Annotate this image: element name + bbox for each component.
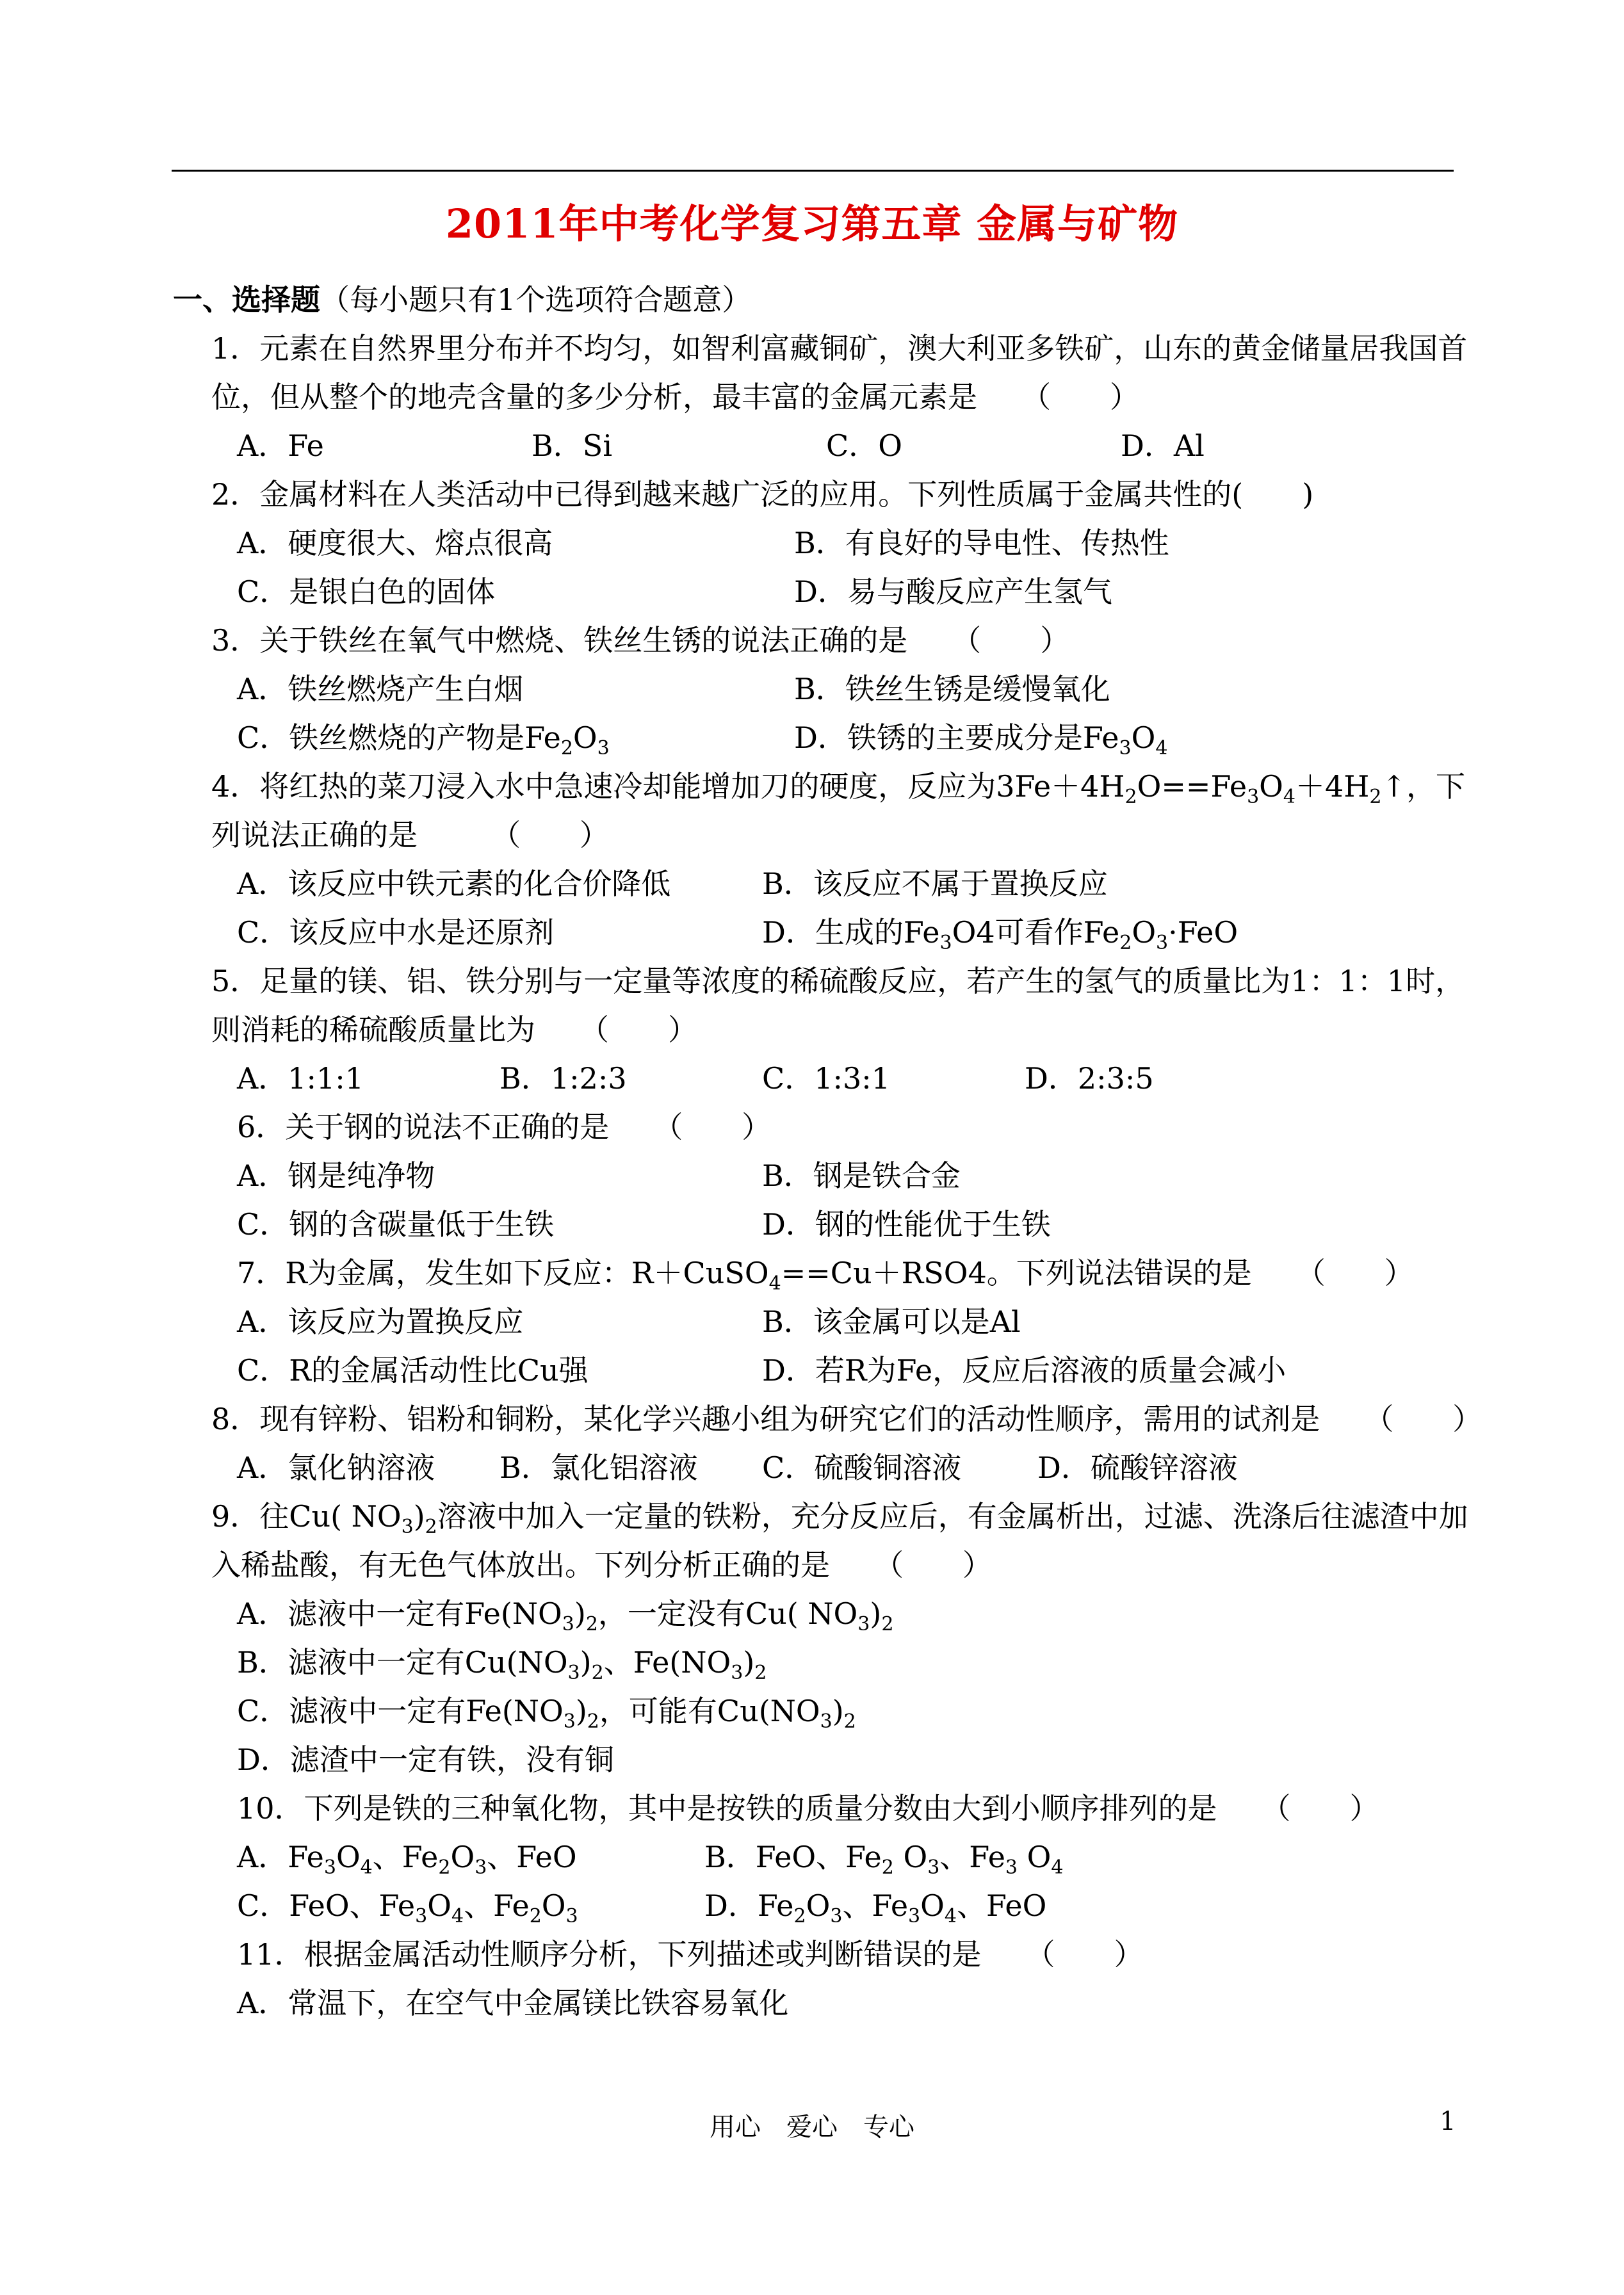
option-d: D．2:3:5 xyxy=(1025,1061,1154,1096)
question-9-stem: 9．往Cu( $NO_3)_2$溶液中加入一定量的铁粉，充分反应后，有金属析出，过滤、洗涤后往滤渣中加入稀盐酸，有无色气体放出。下列分析正确的是 （ ） xyxy=(211,1499,1468,1582)
option-d: D．生成的$Fe_3O4$可看作$Fe_2O_3\cdot FeO$ xyxy=(762,915,1238,954)
question-6-options-ab xyxy=(173,1151,1473,1200)
option-c: C．R的金属活动性比Cu强 xyxy=(237,1353,589,1388)
question-4-stem: 4．将红热的菜刀浸入水中急速冷却能增加刀的硬度，反应为$3Fe+4H_2O==Fe_3O_4+4H_2↑$，下列说法正确的是 （ ） xyxy=(211,769,1465,852)
option-c: C．O xyxy=(826,428,902,463)
question-11-option-a: A．常温下，在空气中金属镁比铁容易氧化 xyxy=(237,1986,789,2020)
question-4-options-cd xyxy=(173,908,1473,957)
question-2-options-cd xyxy=(173,567,1473,616)
option-a: A．硬度很大、熔点很高 xyxy=(237,526,553,560)
option-d: D．钢的性能优于生铁 xyxy=(762,1207,1051,1242)
option-b: B．FeO、$Fe_2$ $O_3$、$Fe_3$ $O_4$ xyxy=(704,1840,1064,1879)
question-4-options-ab xyxy=(173,859,1473,908)
option-d: D．$Fe_2O_3$、$Fe_3O_4$、FeO xyxy=(704,1888,1047,1927)
footer-motto: 用心 爱心 专心 xyxy=(710,2113,914,2142)
option-c: C．FeO、$Fe_3O_4$、$Fe_2O_3$ xyxy=(237,1888,578,1927)
question-3-options-ab xyxy=(173,665,1473,713)
option-d: D．Al xyxy=(1121,428,1205,463)
page-title: 2011年中考化学复习第五章 金属与矿物 xyxy=(445,200,1179,247)
option-d: D．硫酸锌溶液 xyxy=(1037,1450,1238,1485)
question-7-options-cd xyxy=(173,1346,1473,1395)
option-b: B．铁丝生锈是缓慢氧化 xyxy=(794,672,1110,706)
question-2-options-ab xyxy=(173,519,1473,567)
section-title: 一、选择题 xyxy=(173,282,320,317)
question-5-options xyxy=(173,1054,1473,1103)
option-a: A．铁丝燃烧产生白烟 xyxy=(237,672,524,706)
option-d: D．易与酸反应产生氢气 xyxy=(794,574,1112,609)
question-2-stem: 2．金属材料在人类活动中已得到越来越广泛的应用。下列性质属于金属共性的( ) xyxy=(211,477,1314,512)
option-b: B．该金属可以是Al xyxy=(762,1304,1021,1339)
question-10-stem: 10．下列是铁的三种氧化物，其中是按铁的质量分数由大到小顺序排列的是 （ ） xyxy=(237,1791,1379,1826)
question-5-stem: 5．足量的镁、铝、铁分别与一定量等浓度的稀硫酸反应，若产生的氢气的质量比为1：1：1时，则消耗的稀硫酸质量比为 （ ） xyxy=(211,964,1465,1047)
page-number: 1 xyxy=(1440,2107,1456,2136)
question-9-option-a: A．滤液中一定有$Fe(NO_3)_2$，一定没有Cu( $NO_3)_2$ xyxy=(237,1596,894,1635)
option-c: C．该反应中水是还原剂 xyxy=(237,915,555,950)
option-b: B．钢是铁合金 xyxy=(762,1158,961,1193)
question-1-stem: 1．元素在自然界里分布并不均匀，如智利富藏铜矿，澳大利亚多铁矿，山东的黄金储量居我国首位，但从整个的地壳含量的多少分析，最丰富的金属元素是 （ ） xyxy=(211,331,1468,414)
question-1-options xyxy=(173,421,1473,470)
section-heading xyxy=(173,275,1473,324)
option-a: A．该反应中铁元素的化合价降低 xyxy=(237,866,671,901)
option-a: A．钢是纯净物 xyxy=(237,1158,435,1193)
option-b: B．该反应不属于置换反应 xyxy=(762,866,1108,901)
question-11-stem: 11．根据金属活动性顺序分析，下列描述或判断错误的是 （ ） xyxy=(237,1937,1144,1972)
option-c: C．硫酸铜溶液 xyxy=(762,1450,962,1485)
question-3-options-cd xyxy=(173,713,1473,762)
option-a: A．该反应为置换反应 xyxy=(237,1304,524,1339)
option-d: D．铁锈的主要成分是$Fe_3O_4$ xyxy=(794,720,1168,759)
option-a: A．$Fe_3O_4$、$Fe_2O_3$、FeO xyxy=(237,1840,577,1879)
option-c: C．是银白色的固体 xyxy=(237,574,496,609)
question-6-options-cd xyxy=(173,1200,1473,1249)
option-b: B．氯化铝溶液 xyxy=(499,1450,698,1485)
option-a: A．Fe xyxy=(237,428,324,463)
question-8-stem: 8．现有锌粉、铝粉和铜粉，某化学兴趣小组为研究它们的活动性顺序，需用的试剂是 （ ） xyxy=(211,1402,1482,1436)
question-10-options-cd xyxy=(173,1881,1473,1930)
option-c: C．铁丝燃烧的产物是$Fe_2O_3$ xyxy=(237,720,610,759)
option-b: B．Si xyxy=(532,428,613,463)
question-list xyxy=(173,275,1482,2027)
option-a: A．1:1:1 xyxy=(237,1061,364,1096)
option-b: B．有良好的导电性、传热性 xyxy=(794,526,1169,560)
option-b: B．1:2:3 xyxy=(499,1061,627,1096)
question-7-options-ab xyxy=(173,1297,1473,1346)
header-rule xyxy=(172,170,1454,172)
question-9-option-b: B．滤液中一定有$Cu(NO_3)_2$、$Fe(NO_3)_2$ xyxy=(237,1645,767,1684)
question-9-option-c: C．滤液中一定有$Fe(NO_3)_2$，可能有$Cu(NO_3)_2$ xyxy=(237,1694,856,1733)
section-note: （每小题只有1个选项符合题意） xyxy=(320,282,752,317)
question-10-options-ab xyxy=(173,1833,1473,1881)
question-7-stem: 7．R为金属，发生如下反应：R＋CuSO$_4$==Cu＋RSO4。下列说法错误的是 （ ） xyxy=(237,1256,1414,1295)
option-c: C．1:3:1 xyxy=(762,1061,890,1096)
question-6-stem: 6．关于钢的说法不正确的是 （ ） xyxy=(237,1110,772,1144)
question-9-option-d: D．滤渣中一定有铁，没有铜 xyxy=(237,1742,614,1777)
option-a: A．氯化钠溶液 xyxy=(237,1450,435,1485)
question-3-stem: 3．关于铁丝在氧气中燃烧、铁丝生锈的说法正确的是 （ ） xyxy=(211,623,1070,658)
question-8-options xyxy=(173,1443,1473,1492)
option-d: D．若R为Fe，反应后溶液的质量会减小 xyxy=(762,1353,1287,1388)
option-c: C．钢的含碳量低于生铁 xyxy=(237,1207,555,1242)
